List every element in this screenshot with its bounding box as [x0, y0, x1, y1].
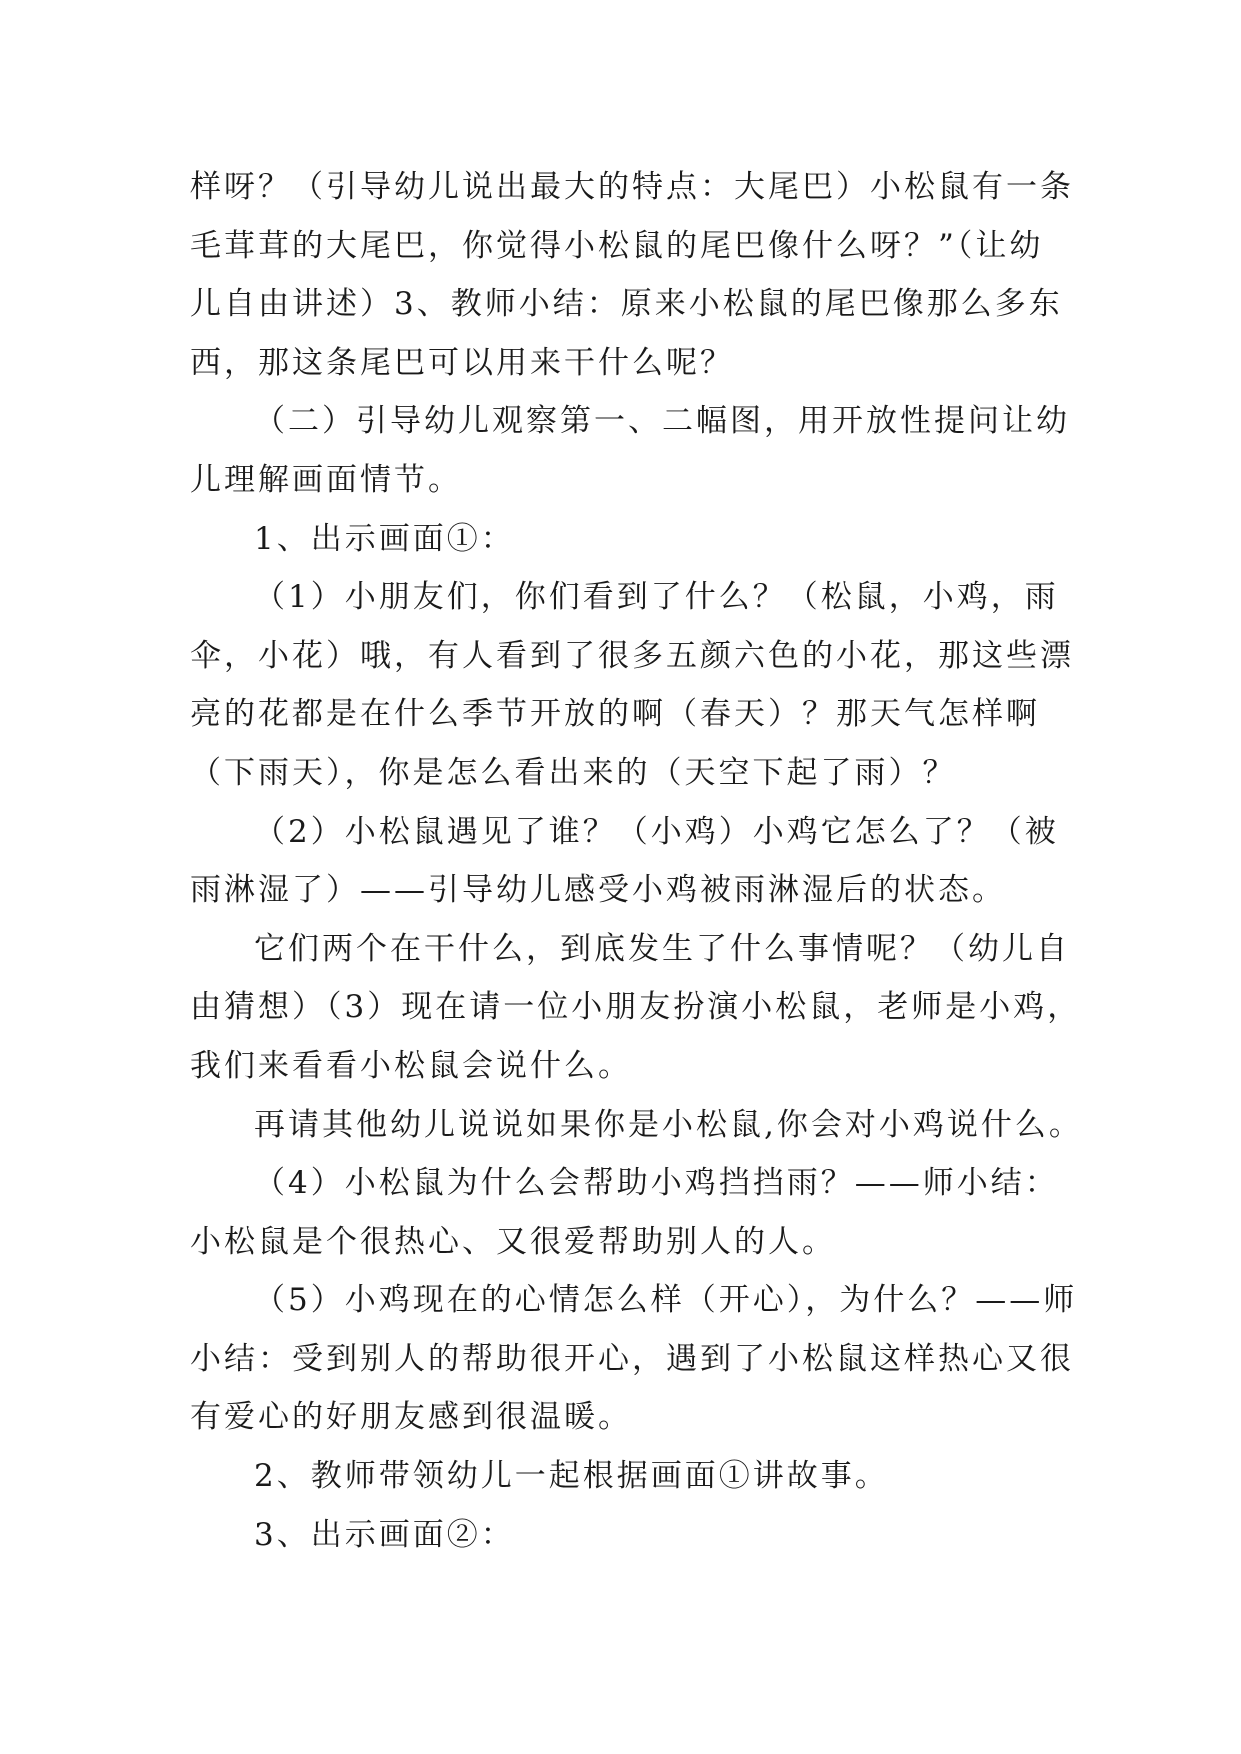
text-line: （二）引导幼儿观察第一、二幅图，用开放性提问让幼	[254, 403, 1070, 440]
text-line: 由猜想）（3）现在请一位小朋友扮演小松鼠，老师是小鸡，	[190, 989, 1082, 1026]
text-line: 我们来看看小松鼠会说什么。	[190, 1047, 632, 1084]
text-line: 雨淋湿了）——引导幼儿感受小鸡被雨淋湿后的状态。	[190, 872, 1006, 909]
text-line: 儿理解画面情节。	[190, 461, 462, 498]
text-line: 小松鼠是个很热心、又很爱帮助别人的人。	[190, 1223, 836, 1260]
text-line: 儿自由讲述）3、教师小结：原来小松鼠的尾巴像那么多东	[190, 286, 1063, 323]
text-line: 它们两个在干什么，到底发生了什么事情呢？（幼儿自	[254, 930, 1070, 967]
text-line: （1）小朋友们，你们看到了什么？（松鼠，小鸡，雨	[254, 579, 1059, 616]
text-line: 毛茸茸的大尾巴，你觉得小松鼠的尾巴像什么呀？”（让幼	[190, 227, 1044, 264]
text-line: 小结：受到别人的帮助很开心，遇到了小松鼠这样热心又很	[190, 1340, 1074, 1377]
body-text	[190, 158, 1083, 1564]
text-line: 1、出示画面①：	[254, 520, 515, 557]
text-line: 3、出示画面②：	[254, 1516, 515, 1553]
text-line: 样呀？（引导幼儿说出最大的特点：大尾巴）小松鼠有一条	[190, 169, 1074, 205]
text-line: 有爱心的好朋友感到很温暖。	[190, 1399, 632, 1436]
text-line: （4）小松鼠为什么会帮助小鸡挡挡雨？——师小结：	[254, 1165, 1059, 1202]
text-line: 伞，小花）哦，有人看到了很多五颜六色的小花，那这些漂	[190, 637, 1074, 674]
text-line: （下雨天），你是怎么看出来的（天空下起了雨）？	[190, 754, 957, 791]
text-line: （2）小松鼠遇见了谁？（小鸡）小鸡它怎么了？（被	[254, 813, 1059, 850]
text-line: 2、教师带领幼儿一起根据画面①讲故事。	[254, 1458, 889, 1495]
text-line: 亮的花都是在什么季节开放的啊（春天）？那天气怎样啊	[190, 696, 1040, 733]
text-line: 再请其他幼儿说说如果你是小松鼠,你会对小鸡说什么。	[254, 1106, 1083, 1143]
text-line: （5）小鸡现在的心情怎么样（开心），为什么？——师	[254, 1282, 1078, 1319]
text-line: 西，那这条尾巴可以用来干什么呢？	[190, 344, 734, 381]
